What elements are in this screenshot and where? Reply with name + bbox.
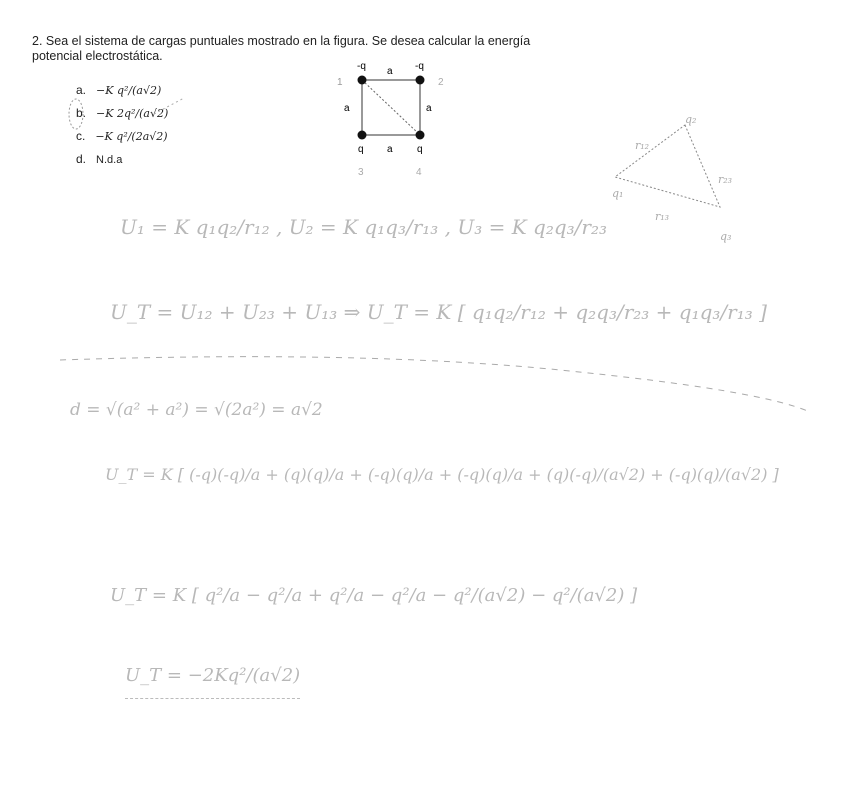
charge-dot-top-right bbox=[416, 76, 425, 85]
triangle-outline bbox=[615, 125, 720, 207]
option-expression: −K 2q²/(a√2) bbox=[96, 107, 169, 120]
triangle-label-q3: q₃ bbox=[720, 230, 732, 243]
triangle-label-q1: q₁ bbox=[612, 187, 624, 200]
charge-label-top-left: -q bbox=[357, 61, 366, 72]
square-diagonal bbox=[362, 80, 420, 135]
triangle-label-r13: r₁₃ bbox=[655, 210, 670, 223]
handwritten-line-5: U_T = K [ q²/a − q²/a + q²/a − q²/a − q²/(a√2) − q²/(a√2) ] bbox=[110, 585, 638, 606]
option-expression: −K q²/(2a√2) bbox=[95, 130, 168, 143]
triangle-label-r12: r₁₂ bbox=[635, 139, 650, 152]
option-expression: −K q²/(a√2) bbox=[96, 84, 162, 97]
check-mark bbox=[154, 98, 184, 114]
handwritten-result: U_T = −2Kq²/(a√2) bbox=[125, 665, 300, 699]
side-label-right: a bbox=[426, 103, 432, 114]
triangle-sketch bbox=[600, 115, 760, 245]
charge-label-top-right: -q bbox=[415, 61, 424, 72]
handwritten-line-1: U₁ = K q₁q₂/r₁₂ , U₂ = K q₁q₃/r₁₃ , U₃ = K q₂q₃/r₂₃ bbox=[120, 215, 608, 239]
triangle-label-r23: r₂₃ bbox=[718, 173, 733, 186]
handwritten-line-2: U_T = U₁₂ + U₂₃ + U₁₃ ⇒ U_T = K [ q₁q₂/r₁₂ + q₂q₃/r₂₃ + q₁q₃/r₁₃ ] bbox=[110, 300, 767, 324]
question-body: Sea el sistema de cargas puntuales mostrado en la figura. Se desea calcular la energía potencial electrostática. bbox=[32, 34, 531, 63]
handwritten-charge-number-2: 2 bbox=[438, 77, 444, 88]
side-label-left: a bbox=[344, 103, 350, 114]
triangle-label-q2: q₂ bbox=[685, 115, 697, 126]
charge-dot-top-left bbox=[358, 76, 367, 85]
charge-square-figure bbox=[320, 55, 450, 195]
charge-dot-bottom-left bbox=[358, 131, 367, 140]
side-label-top: a bbox=[387, 66, 393, 77]
option-letter: c. bbox=[76, 129, 86, 143]
option-expression: N.d.a bbox=[96, 154, 123, 166]
handwritten-charge-number-3: 3 bbox=[358, 167, 364, 178]
question-number: 2. bbox=[32, 34, 43, 48]
handwritten-charge-number-4: 4 bbox=[416, 167, 422, 178]
option-a[interactable] bbox=[76, 83, 161, 97]
answer-circle-mark bbox=[69, 99, 83, 129]
option-letter: a. bbox=[76, 83, 87, 97]
side-label-bottom: a bbox=[387, 144, 393, 155]
charge-label-bottom-left: q bbox=[358, 144, 364, 155]
charge-dot-bottom-right bbox=[416, 131, 425, 140]
option-d[interactable] bbox=[76, 152, 122, 166]
option-letter: d. bbox=[76, 152, 87, 166]
question-text bbox=[32, 34, 552, 64]
handwritten-marks bbox=[64, 96, 264, 136]
handwritten-line-4: U_T = K [ (-q)(-q)/a + (q)(q)/a + (-q)(q)/a + (-q)(q)/a + (q)(-q)/(a√2) + (-q)(q)/(a√2) ] bbox=[105, 465, 779, 484]
option-letter: b. bbox=[76, 106, 87, 120]
charge-label-bottom-right: q bbox=[417, 144, 423, 155]
handwritten-charge-number-1: 1 bbox=[337, 77, 343, 88]
handwritten-line-3: d = √(a² + a²) = √(2a²) = a√2 bbox=[70, 400, 323, 420]
